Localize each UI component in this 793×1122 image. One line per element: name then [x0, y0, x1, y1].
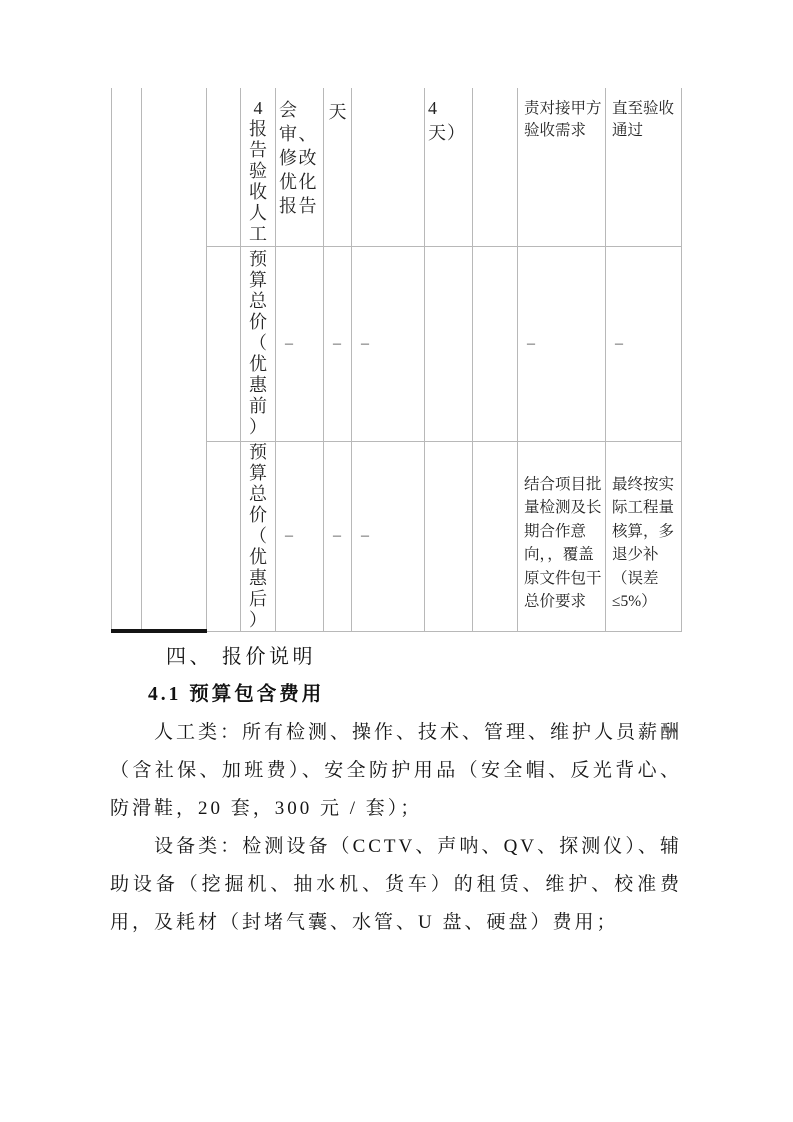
table-cell-empty	[473, 246, 518, 441]
vertical-text: 预算总价（优惠前）	[249, 249, 267, 437]
cell-settlement-note: 最终按实际工程量核算，多退少补（误差≤5%）	[606, 441, 682, 631]
cell-dash: –	[352, 441, 425, 631]
cell-dash: –	[324, 246, 352, 441]
cell-dash: –	[324, 441, 352, 631]
cell-work-content: 会审、修改优化报告	[276, 88, 324, 246]
table-cell-left-margin	[112, 88, 142, 631]
cell-duration: 4 天）	[425, 88, 473, 246]
cell-responsibility-note: 责对接甲方验收需求	[518, 88, 606, 246]
subsection-heading: 4.1 预算包含费用	[148, 684, 325, 705]
table-cell-left-merged	[142, 88, 207, 631]
vertical-text: 预算总价（优惠后）	[249, 441, 267, 630]
cell-acceptance-note: 直至验收通过	[606, 88, 682, 246]
section-heading: 四、 报价说明	[166, 646, 317, 668]
document-body	[110, 638, 682, 942]
table-cell-empty	[473, 88, 518, 246]
table-cell-empty	[425, 246, 473, 441]
table-cell-empty	[425, 441, 473, 631]
cell-discount-note: 结合项目批量检测及长期合作意向，，覆盖原文件包干总价要求	[518, 441, 606, 631]
cell-dash: –	[276, 441, 324, 631]
table-cell-empty	[207, 246, 241, 441]
page-break-bar	[111, 629, 207, 633]
paragraph-labor-costs: 人工类：所有检测、操作、技术、管理、维护人员薪酬（含社保、加班费）、安全防护用品（安全帽、反光背心、防滑鞋，20 套，300 元 / 套）；	[110, 722, 683, 819]
cell-item-report-acceptance	[241, 88, 276, 246]
cell-dash: –	[518, 246, 606, 441]
cell-dash: –	[276, 246, 324, 441]
vertical-text: 4报告验收人工	[249, 98, 267, 244]
paragraph-equipment-costs: 设备类：检测设备（CCTV、声呐、QV、探测仪）、辅助设备（挖掘机、抽水机、货车）的租赁、维护、校准费用，及耗材（封堵气囊、水管、U 盘、硬盘）费用；	[110, 836, 682, 933]
quotation-table	[111, 88, 682, 632]
table-cell-empty	[352, 88, 425, 246]
table-cell-empty	[473, 441, 518, 631]
cell-budget-total-post-discount	[241, 441, 276, 631]
cell-unit: 天	[324, 88, 352, 246]
table-cell-empty	[207, 441, 241, 631]
cell-budget-total-pre-discount	[241, 246, 276, 441]
table-cell-empty	[207, 88, 241, 246]
cell-dash: –	[352, 246, 425, 441]
cell-dash: –	[606, 246, 682, 441]
